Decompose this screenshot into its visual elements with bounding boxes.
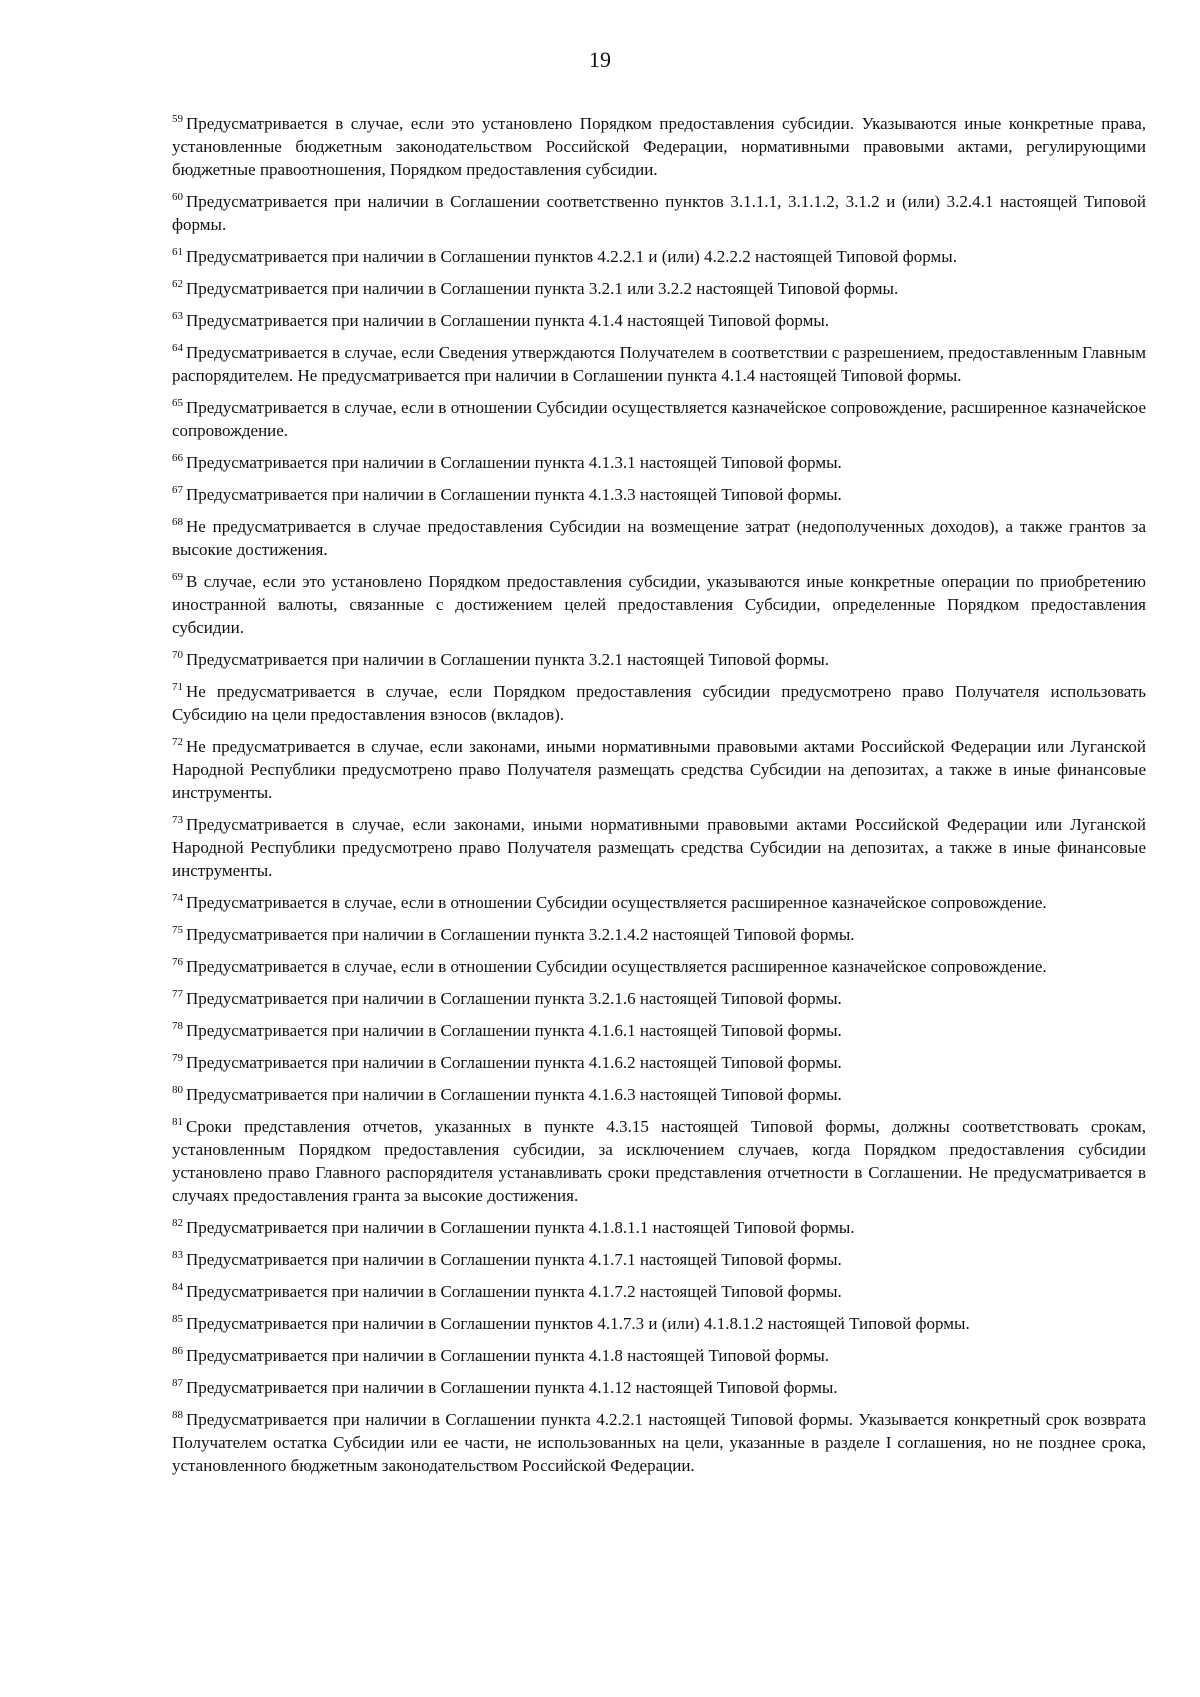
footnote	[172, 112, 1146, 181]
footnote-text: Предусматривается при наличии в Соглашении пункта 4.1.7.2 настоящей Типовой формы.	[186, 1282, 842, 1301]
footnote-number: 71	[172, 681, 183, 694]
footnote-number: 88	[172, 1409, 183, 1422]
footnote-number: 77	[172, 988, 183, 1001]
footnote-number: 80	[172, 1084, 183, 1097]
footnote-text: Предусматривается при наличии в Соглашении пункта 4.1.12 настоящей Типовой формы.	[186, 1378, 838, 1397]
footnote-number: 75	[172, 924, 183, 937]
footnote	[172, 570, 1146, 639]
footnote	[172, 1344, 1146, 1367]
footnote	[172, 1376, 1146, 1399]
footnote	[172, 1216, 1146, 1239]
footnote-number: 78	[172, 1020, 183, 1033]
footnote-text: Предусматривается при наличии в Соглашении пункта 3.2.1.6 настоящей Типовой формы.	[186, 989, 842, 1008]
footnote	[172, 245, 1146, 268]
footnote-number: 79	[172, 1052, 183, 1065]
footnote	[172, 190, 1146, 236]
footnote	[172, 451, 1146, 474]
footnote	[172, 309, 1146, 332]
footnote-text: Предусматривается при наличии в Соглашении пункта 4.1.3.1 настоящей Типовой формы.	[186, 453, 842, 472]
footnote-text: Не предусматривается в случае, если Порядком предоставления субсидии предусмотрено право Получателя использовать Субсидию на цели предоставления взносов (вкладов).	[172, 682, 1146, 724]
page-number: 19	[589, 47, 611, 72]
footnote	[172, 735, 1146, 804]
footnote-text: Предусматривается при наличии в Соглашении пункта 4.1.6.2 настоящей Типовой формы.	[186, 1053, 842, 1072]
footnote	[172, 891, 1146, 914]
footnote-number: 76	[172, 956, 183, 969]
footnote-number: 74	[172, 892, 183, 905]
footnote-text: Предусматривается в случае, если в отношении Субсидии осуществляется расширенное казначейское сопровождение.	[186, 893, 1047, 912]
footnote-number: 65	[172, 397, 183, 410]
footnote	[172, 1115, 1146, 1207]
footnote-number: 82	[172, 1217, 183, 1230]
footnote	[172, 1248, 1146, 1271]
footnote-number: 59	[172, 113, 183, 126]
footnote	[172, 648, 1146, 671]
footnote-text: Предусматривается при наличии в Соглашении пункта 3.2.1.4.2 настоящей Типовой формы.	[186, 925, 855, 944]
footnote-number: 69	[172, 571, 183, 584]
footnote-text: Предусматривается в случае, если это установлено Порядком предоставления субсидии. Указываются иные конкретные права, установленные бюджетным законодательством Российской Федерации, нормативными правовыми актами, регулирующими бюджетные правоотношения, Порядком предоставления субсидии.	[172, 114, 1146, 179]
footnote	[172, 813, 1146, 882]
footnote-number: 67	[172, 484, 183, 497]
footnote-text: Предусматривается при наличии в Соглашении пункта 4.1.4 настоящей Типовой формы.	[186, 311, 830, 330]
footnote	[172, 483, 1146, 506]
footnote-text: Предусматривается при наличии в Соглашении пунктов 4.2.2.1 и (или) 4.2.2.2 настоящей Типовой формы.	[186, 247, 957, 266]
footnote	[172, 515, 1146, 561]
footnote-text: Предусматривается при наличии в Соглашении пункта 3.2.1 настоящей Типовой формы.	[186, 650, 830, 669]
footnote-text: Предусматривается при наличии в Соглашении пункта 4.2.2.1 настоящей Типовой формы. Указывается конкретный срок возврата Получателем остатка Субсидии или ее части, не использованных на цели, указанные в разделе I соглашения, но не позднее срока, установленного бюджетным законодательством Российской Федерации.	[172, 1410, 1146, 1475]
footnote-number: 85	[172, 1313, 183, 1326]
footnote-text: Предусматривается в случае, если Сведения утверждаются Получателем в соответствии с разрешением, предоставленным Главным распорядителем. Не предусматривается при наличии в Соглашении пункта 4.1.4 настоящей Типовой формы.	[172, 343, 1146, 385]
footnote-text: Предусматривается при наличии в Соглашении пункта 4.1.6.3 настоящей Типовой формы.	[186, 1085, 842, 1104]
footnote-text: Предусматривается при наличии в Соглашении пункта 4.1.3.3 настоящей Типовой формы.	[186, 485, 842, 504]
footnote	[172, 1408, 1146, 1477]
footnote-number: 68	[172, 516, 183, 529]
footnote-text: Предусматривается при наличии в Соглашении пункта 4.1.6.1 настоящей Типовой формы.	[186, 1021, 842, 1040]
footnote-text: Не предусматривается в случае предоставления Субсидии на возмещение затрат (недополученных доходов), а также грантов за высокие достижения.	[172, 517, 1146, 559]
footnote	[172, 277, 1146, 300]
footnote-number: 72	[172, 736, 183, 749]
footnote-text: Предусматривается при наличии в Соглашении пункта 3.2.1 или 3.2.2 настоящей Типовой формы.	[186, 279, 899, 298]
footnote-text: В случае, если это установлено Порядком предоставления субсидии, указываются иные конкретные операции по приобретению иностранной валюты, связанные с достижением целей предоставления Субсидии, определенные Порядком предоставления субсидии.	[172, 572, 1146, 637]
footnote	[172, 987, 1146, 1010]
footnote	[172, 1280, 1146, 1303]
footnote-number: 84	[172, 1281, 183, 1294]
footnote-text: Предусматривается в случае, если в отношении Субсидии осуществляется казначейское сопровождение, расширенное казначейское сопровождение.	[172, 398, 1146, 440]
footnote-text: Предусматривается при наличии в Соглашении пунктов 4.1.7.3 и (или) 4.1.8.1.2 настоящей Типовой формы.	[186, 1314, 970, 1333]
footnote	[172, 396, 1146, 442]
footnote-number: 70	[172, 649, 183, 662]
footnote	[172, 680, 1146, 726]
footnote-number: 83	[172, 1249, 183, 1262]
footnote-text: Предусматривается при наличии в Соглашении пункта 4.1.7.1 настоящей Типовой формы.	[186, 1250, 842, 1269]
footnotes-list	[172, 112, 1146, 1486]
footnote-text: Сроки представления отчетов, указанных в пункте 4.3.15 настоящей Типовой формы, должны соответствовать срокам, установленным Порядком предоставления субсидии, за исключением случаев, когда Порядком предоставления субсидии установлено право Главного распорядителя устанавливать сроки представления отчетности в Соглашении. Не предусматривается в случаях предоставления гранта за высокие достижения.	[172, 1117, 1146, 1205]
footnote-number: 66	[172, 452, 183, 465]
footnote-text: Предусматривается в случае, если в отношении Субсидии осуществляется расширенное казначейское сопровождение.	[186, 957, 1047, 976]
footnote	[172, 923, 1146, 946]
footnote-text: Не предусматривается в случае, если законами, иными нормативными правовыми актами Российской Федерации или Луганской Народной Республики предусмотрено право Получателя размещать средства Субсидии на депозитах, а также в иные финансовые инструменты.	[172, 737, 1146, 802]
footnote-number: 73	[172, 814, 183, 827]
footnote-number: 60	[172, 191, 183, 204]
footnote	[172, 1312, 1146, 1335]
footnote	[172, 955, 1146, 978]
footnote-text: Предусматривается при наличии в Соглашении пункта 4.1.8.1.1 настоящей Типовой формы.	[186, 1218, 855, 1237]
footnote-number: 62	[172, 278, 183, 291]
footnote	[172, 1051, 1146, 1074]
footnote-number: 87	[172, 1377, 183, 1390]
footnote-number: 63	[172, 310, 183, 323]
footnote-number: 64	[172, 342, 183, 355]
footnote-number: 61	[172, 246, 183, 259]
footnote	[172, 1083, 1146, 1106]
footnote-number: 81	[172, 1116, 183, 1129]
footnote	[172, 1019, 1146, 1042]
footnote-number: 86	[172, 1345, 183, 1358]
footnote-text: Предусматривается в случае, если законами, иными нормативными правовыми актами Российской Федерации или Луганской Народной Республики предусмотрено право Получателя размещать средства Субсидии на депозитах, а также в иные финансовые инструменты.	[172, 815, 1146, 880]
footnote-text: Предусматривается при наличии в Соглашении пункта 4.1.8 настоящей Типовой формы.	[186, 1346, 830, 1365]
footnote-text: Предусматривается при наличии в Соглашении соответственно пунктов 3.1.1.1, 3.1.1.2, 3.1.2 и (или) 3.2.4.1 настоящей Типовой формы.	[172, 192, 1146, 234]
footnote	[172, 341, 1146, 387]
